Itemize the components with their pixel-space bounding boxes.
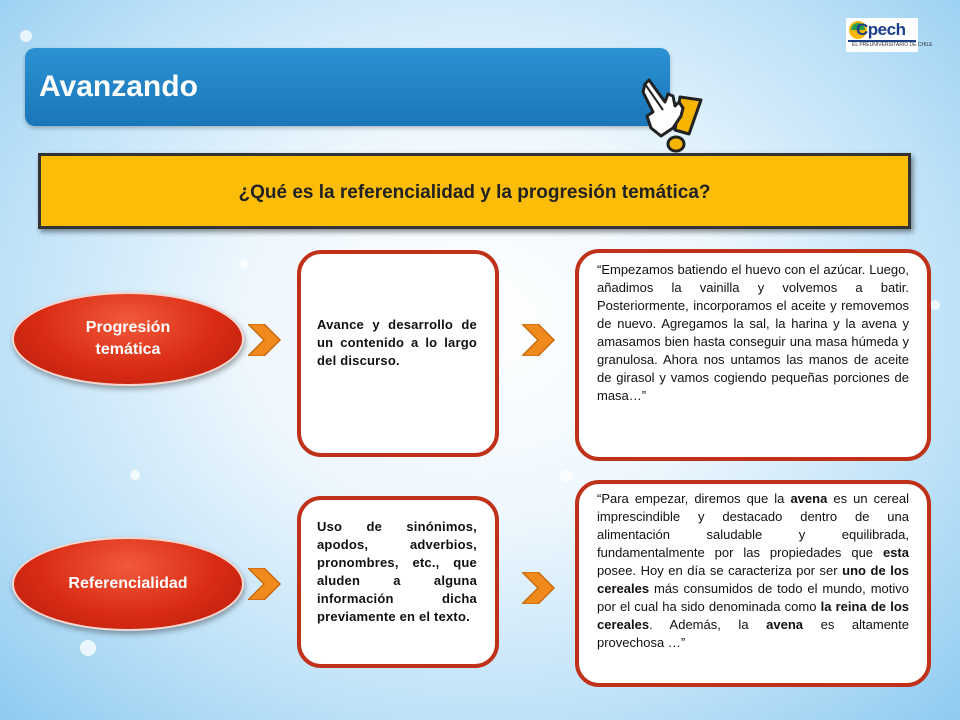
progresion-example: “Empezamos batiendo el huevo con el azúcar. Luego, añadimos la vainilla y volvemos a batir. Posteriormente, incorporamos el aceite y removemos de nuevo. Agregamos la sal, la harina y la avena y amasamos bien hasta conseguir una masa húmeda y granulosa. Ahora nos untamos las manos de aceite de girasol y vamos cogiendo pequeñas porciones de masa…” bbox=[597, 262, 909, 403]
example-segment: . Además, la bbox=[649, 616, 767, 632]
example-segment: posee. Hoy en día se caracteriza por ser bbox=[597, 562, 843, 578]
oval-label-line-1: Progresión bbox=[85, 319, 171, 337]
referencialidad-definition: Uso de sinónimos, apodos, adverbios, pronombres, etc., que aluden a alguna información dicha previamente en el texto. bbox=[317, 519, 477, 624]
example-segment: “Para empezar, diremos que la bbox=[597, 491, 791, 506]
hand-pointing-icon bbox=[635, 72, 715, 157]
header-banner bbox=[25, 48, 670, 126]
background-sparkle bbox=[930, 300, 940, 310]
referencialidad-oval bbox=[12, 537, 244, 631]
question-box bbox=[38, 153, 911, 229]
oval-label-line-2: temática bbox=[95, 341, 161, 358]
referencialidad-example-card bbox=[575, 480, 931, 687]
background-sparkle bbox=[20, 30, 32, 42]
referencialidad-definition-card bbox=[297, 496, 499, 668]
example-segment-bold: la reina de los cereales bbox=[597, 598, 909, 632]
background-sparkle bbox=[240, 260, 248, 268]
chevron-arrow-icon bbox=[522, 324, 556, 356]
example-segment: es un cereal imprescindible y destacado dentro de una alimentación saludable y equilibrada, fundamentalmente por las propiedades que bbox=[597, 491, 909, 560]
logo-tagline: EL PREUNIVERSITARIO DE CHILE bbox=[852, 42, 933, 48]
example-segment-bold: avena bbox=[790, 491, 828, 506]
example-segment: más consumidos de todo el mundo, motivo por el cual ha sido denominada como bbox=[597, 580, 909, 614]
question-text: ¿Qué es la referencialidad y la progresión temática? bbox=[238, 182, 711, 203]
chevron-arrow-icon bbox=[248, 568, 282, 600]
example-segment-bold: esta bbox=[882, 544, 909, 560]
progresion-definition: Avance y desarrollo de un contenido a lo largo del discurso. bbox=[317, 317, 477, 368]
cpech-logo bbox=[846, 18, 933, 52]
background-sparkle bbox=[80, 640, 96, 656]
progresion-tematica-oval bbox=[12, 292, 244, 386]
example-segment-bold: uno de los cereales bbox=[597, 562, 910, 596]
logo-name: Cpech bbox=[856, 20, 906, 39]
chevron-arrow-icon bbox=[522, 572, 556, 604]
oval-label: Referencialidad bbox=[68, 575, 188, 593]
example-segment-bold: avena bbox=[766, 616, 804, 632]
example-segment: es altamente provechosa …” bbox=[597, 616, 910, 650]
progresion-definition-card bbox=[297, 250, 499, 457]
progresion-example-card bbox=[575, 249, 931, 461]
background-sparkle bbox=[560, 470, 572, 482]
header-title: Avanzando bbox=[39, 70, 198, 103]
referencialidad-example bbox=[597, 490, 909, 651]
chevron-arrow-icon bbox=[248, 324, 282, 356]
background-sparkle bbox=[130, 470, 140, 480]
